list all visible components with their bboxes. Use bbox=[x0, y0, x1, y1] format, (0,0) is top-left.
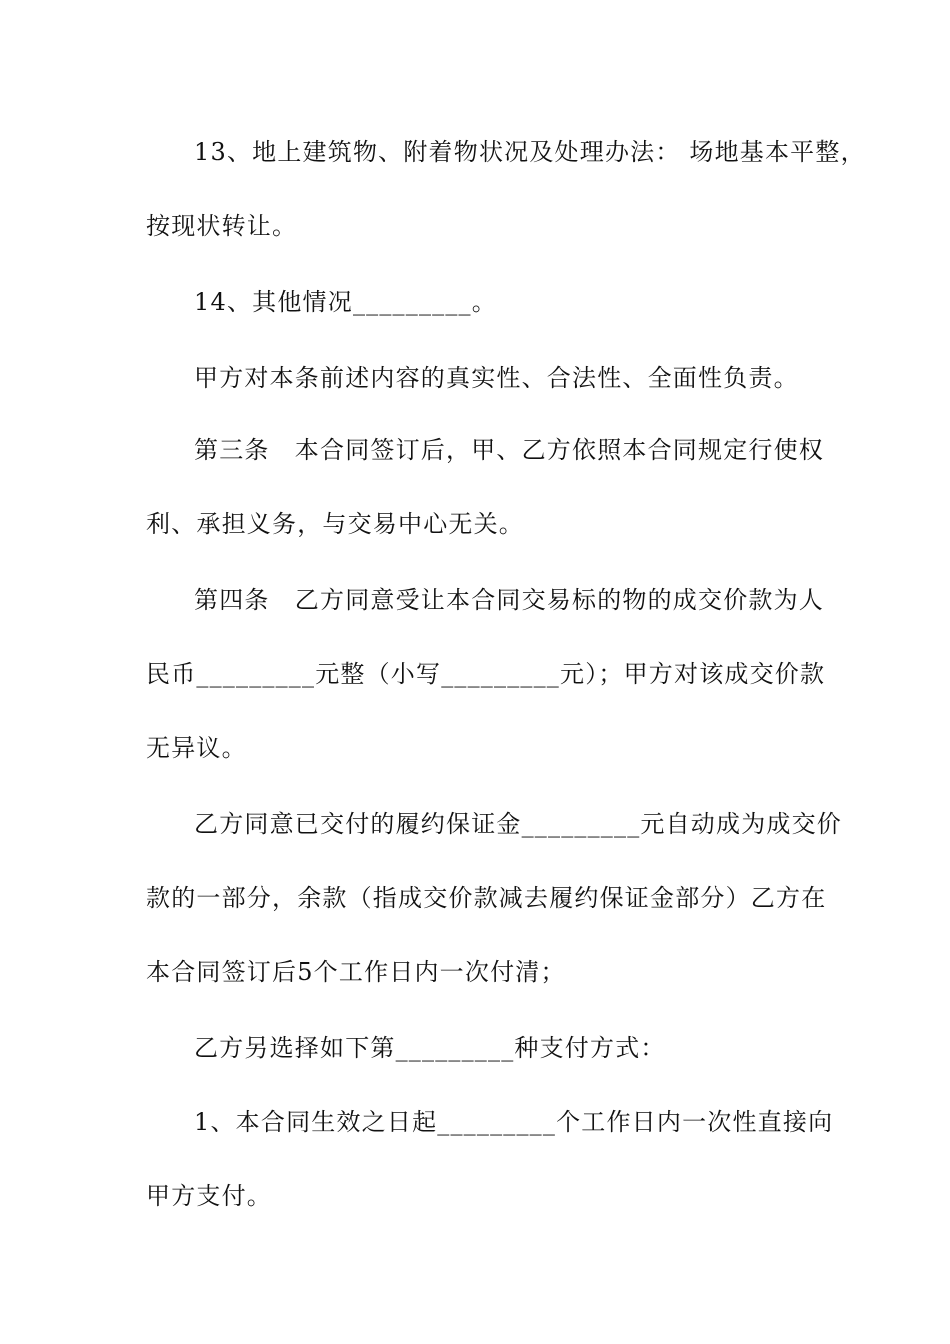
deposit-line-3: 本合同签订后5个工作日内一次付清； bbox=[146, 958, 566, 986]
payment-method-line: 乙方另选择如下第_________种支付方式： bbox=[194, 1034, 666, 1062]
deposit-line-2: 款的一部分，余款（指成交价款减去履约保证金部分）乙方在 bbox=[146, 884, 827, 912]
article-4-line-1: 第四条 乙方同意受让本合同交易标的物的成交价款为人 bbox=[194, 586, 824, 614]
clause-13-line-1: 13、地上建筑物、附着物状况及处理办法： 场地基本平整， bbox=[194, 138, 866, 166]
clause-14-line: 14、其他情况_________。 bbox=[194, 288, 497, 316]
article-3-line-1: 第三条 本合同签订后，甲、乙方依照本合同规定行使权 bbox=[194, 436, 824, 464]
responsibility-line: 甲方对本条前述内容的真实性、合法性、全面性负责。 bbox=[194, 364, 799, 392]
deposit-line-1: 乙方同意已交付的履约保证金_________元自动成为成交价 bbox=[194, 810, 842, 838]
clause-13-line-2: 按现状转让。 bbox=[146, 212, 298, 240]
article-4-line-3: 无异议。 bbox=[146, 734, 247, 762]
payment-option-1-line-2: 甲方支付。 bbox=[146, 1182, 272, 1210]
article-4-line-2: 民币_________元整（小写_________元）；甲方对该成交价款 bbox=[146, 660, 826, 688]
article-3-line-2: 利、承担义务，与交易中心无关。 bbox=[146, 510, 524, 538]
payment-option-1-line-1: 1、本合同生效之日起_________个工作日内一次性直接向 bbox=[194, 1108, 834, 1136]
